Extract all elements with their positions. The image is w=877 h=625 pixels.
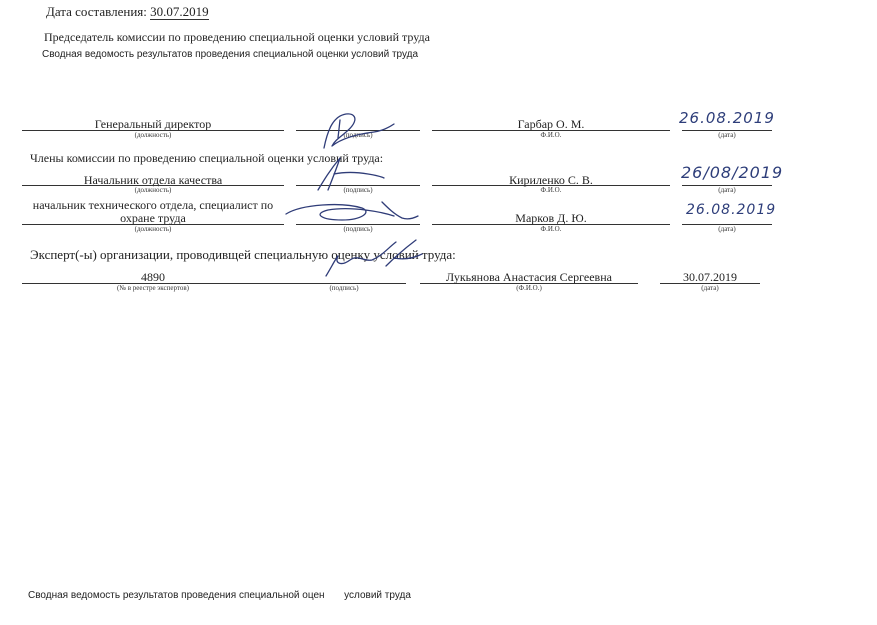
chair-name-caption: Ф.И.О. (540, 131, 562, 139)
member-1-signature-caption: (подпись) (343, 186, 373, 194)
footer-text-right: условий труда (344, 590, 411, 601)
member-1-name: Кириленко С. В. (509, 173, 593, 187)
member-2-position-caption: (должность) (134, 225, 172, 233)
member-2-date-handwritten: 26.08.2019 (686, 202, 777, 218)
expert-name-caption: (Ф.И.О.) (516, 284, 542, 292)
footer-text-left: Сводная ведомость результатов проведения специальной оцен (28, 590, 325, 601)
footer-text (28, 590, 411, 601)
member-1-position-caption: (должность) (134, 186, 172, 194)
compilation-date (46, 4, 209, 20)
member-2-name: Марков Д. Ю. (515, 211, 587, 225)
member-1-position: Начальник отдела качества (83, 173, 223, 187)
member-1-signature-image (310, 152, 386, 194)
members-heading: Члены комиссии по проведению специальной оценки условий труда: (30, 151, 384, 165)
chair-signature-image (318, 108, 398, 156)
document-title: Сводная ведомость результатов проведения специальной оценки условий труда (42, 49, 419, 60)
expert-date: 30.07.2019 (683, 270, 737, 284)
expert-name: Лукьянова Анастасия Сергеевна (446, 270, 612, 284)
expert-heading: Эксперт(-ы) организации, проводивщей специальную оценку условий труда: (30, 247, 456, 262)
member-1-name-caption: Ф.И.О. (540, 186, 562, 194)
member-2-signature-caption: (подпись) (343, 225, 373, 233)
compilation-date-label: Дата составления: (46, 4, 147, 19)
compilation-date-value: 30.07.2019 (150, 4, 209, 19)
member-2-signature-image (282, 198, 422, 228)
expert-date-caption: (дата) (701, 284, 719, 292)
chair-title: Председатель комиссии по проведению специальной оценки условий труда (44, 30, 430, 44)
expert-registry-caption: (№ в реестре экспертов) (116, 284, 189, 292)
expert-registry-number: 4890 (141, 270, 165, 284)
member-1-date-handwritten: 26/08/2019 (681, 163, 784, 182)
member-2-position: начальник технического отдела, специалист по охране труда (32, 198, 274, 225)
chair-position: Генеральный директор (94, 117, 212, 131)
member-2-name-caption: Ф.И.О. (540, 225, 562, 233)
member-2-date-caption: (дата) (718, 225, 736, 233)
chair-position-caption: (должность) (134, 131, 172, 139)
chair-signature-caption: (подпись) (343, 131, 373, 139)
chair-date-caption: (дата) (718, 131, 736, 139)
expert-signature-caption: (подпись) (329, 284, 359, 292)
chair-name: Гарбар О. М. (517, 117, 585, 131)
chair-date-handwritten: 26.08.2019 (679, 109, 775, 127)
member-1-date-caption: (дата) (718, 186, 736, 194)
expert-signature-image (316, 236, 426, 282)
